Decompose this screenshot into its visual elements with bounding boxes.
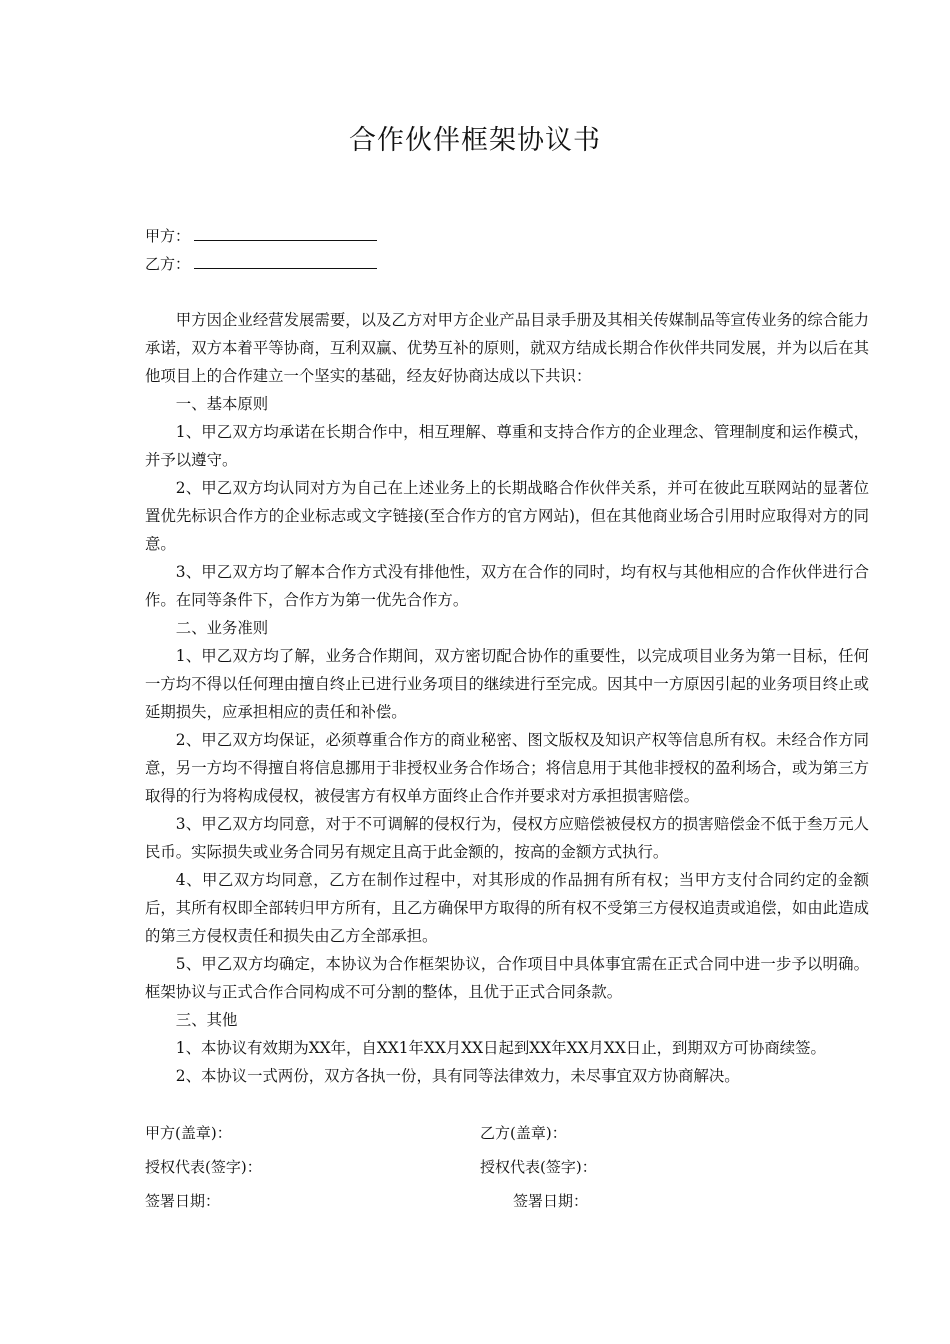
party-a-representative-label: 授权代表(签字)：	[145, 1158, 262, 1176]
clause-paragraph: 4、甲乙双方均同意，乙方在制作过程中，对其形成的作品拥有所有权；当甲方支付合同约定的金额后，其所有权即全部转归甲方所有，且乙方确保甲方取得的所有权不受第三方侵权追责或追偿，如由此造成的第三方侵权责任和损失由乙方全部承担。	[145, 871, 869, 945]
party-b-label: 乙方：	[145, 255, 191, 273]
clause-paragraph: 2、甲乙双方均保证，必须尊重合作方的商业秘密、图文版权及知识产权等信息所有权。未经合作方同意，另一方均不得擅自将信息挪用于非授权业务合作场合；将信息用于其他非授权的盈利场合，或为第三方取得的行为将构成侵权，被侵害方有权单方面终止合作并要求对方承担损害赔偿。	[145, 731, 869, 805]
document-title: 合作伙伴框架协议书	[349, 125, 601, 156]
party-a-seal-label: 甲方(盖章)：	[145, 1124, 232, 1142]
clause-paragraph: 5、甲乙双方均确定，本协议为合作框架协议，合作项目中具体事宜需在正式合同中进一步予以明确。框架协议与正式合作合同构成不可分割的整体，且优于正式合同条款。	[145, 955, 869, 1001]
party-a-date-label: 签署日期：	[145, 1192, 221, 1210]
party-b-field	[145, 254, 377, 274]
party-a-blank-line	[194, 226, 377, 241]
party-a-field	[145, 226, 377, 246]
clause-paragraph: 2、甲乙双方均认同对方为自己在上述业务上的长期战略合作伙伴关系，并可在彼此互联网站的显著位置优先标识合作方的企业标志或文字链接(至合作方的官方网站)，但在其他商业场合引用时应取得对方的同意。	[145, 479, 869, 553]
clause-paragraph: 1、本协议有效期为XX年，自XX1年XX月XX日起到XX年XX月XX日止，到期双方可协商续签。	[175, 1039, 826, 1057]
clause-paragraph: 3、甲乙双方均了解本合作方式没有排他性，双方在合作的同时，均有权与其他相应的合作伙伴进行合作。在同等条件下，合作方为第一优先合作方。	[145, 563, 869, 609]
party-b-date-label: 签署日期：	[513, 1192, 589, 1210]
party-b-representative-label: 授权代表(签字)：	[480, 1158, 597, 1176]
clause-paragraph: 2、本协议一式两份，双方各执一份，具有同等法律效力，未尽事宜双方协商解决。	[175, 1067, 740, 1085]
clause-paragraph: 1、甲乙双方均承诺在长期合作中，相互理解、尊重和支持合作方的企业理念、管理制度和运作模式，并予以遵守。	[145, 423, 869, 469]
agreement-body	[145, 306, 869, 1090]
party-b-seal-label: 乙方(盖章)：	[480, 1124, 567, 1142]
party-a-label: 甲方：	[145, 227, 191, 245]
section-heading-basic-principles: 一、基本原则	[175, 395, 269, 413]
party-b-blank-line	[194, 254, 377, 269]
intro-paragraph: 甲方因企业经营发展需要，以及乙方对甲方企业产品目录手册及其相关传媒制品等宣传业务的综合能力承诺，双方本着平等协商，互利双赢、优势互补的原则，就双方结成长期合作伙伴共同发展，并为以后在其他项目上的合作建立一个坚实的基础，经友好协商达成以下共识：	[145, 311, 869, 385]
clause-paragraph: 1、甲乙双方均了解，业务合作期间，双方密切配合协作的重要性，以完成项目业务为第一目标，任何一方均不得以任何理由擅自终止已进行业务项目的继续进行至完成。因其中一方原因引起的业务项目终止或延期损失，应承担相应的责任和补偿。	[145, 647, 869, 721]
section-heading-other: 三、其他	[175, 1011, 238, 1029]
clause-paragraph: 3、甲乙双方均同意，对于不可调解的侵权行为，侵权方应赔偿被侵权方的损害赔偿金不低于叁万元人民币。实际损失或业务合同另有规定且高于此金额的，按高的金额方式执行。	[145, 815, 869, 861]
section-heading-business-rules: 二、业务准则	[175, 619, 269, 637]
